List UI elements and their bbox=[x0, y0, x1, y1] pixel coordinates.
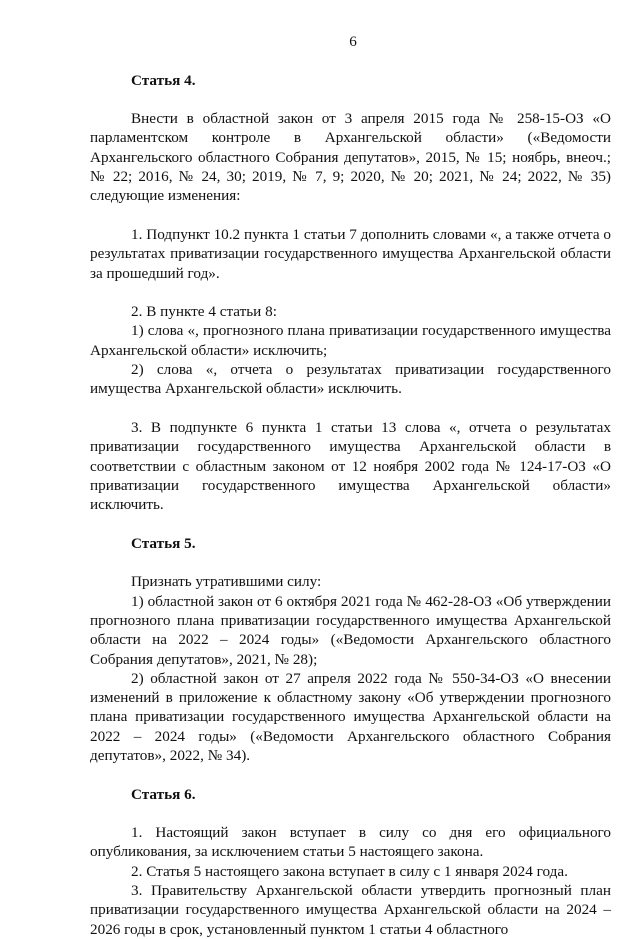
article-5-heading: Статья 5. bbox=[131, 534, 196, 552]
article-4-item-2: 2. В пункте 4 статьи 8: bbox=[131, 303, 277, 321]
article-4-item-2-sub-2: 2) слова «, отчета о результатах приватизации государственного имущества Архангельской области» исключить. bbox=[90, 361, 611, 398]
document-page bbox=[90, 30, 611, 939]
article-6-item-2: 2. Статья 5 настоящего закона вступает в силу с 1 января 2024 года. bbox=[131, 862, 568, 880]
article-6-item-1: 1. Настоящий закон вступает в силу со дня его официального опубликования, за исключением статьи 5 настоящего закона. bbox=[90, 824, 611, 861]
article-4-intro: Внести в областной закон от 3 апреля 2015 года № 258-15-ОЗ «О парламентском контроле в Архангельской области» («Ведомости Архангельского областного Собрания депутатов», 2015, № 15; ноябрь, внеоч.; № 22; 2016, № 24, 30; 2019, № 7, 9; 2020, № 20; 2021, № 24; 2022, № 35) следующие изменения: bbox=[90, 110, 611, 205]
article-5-sub-1: 1) областной закон от 6 октября 2021 года № 462-28-ОЗ «Об утверждении прогнозного плана приватизации государственного имущества Архангельской области на 2022 – 2024 годы» («Ведомости Архангельского областного Собрания депутатов», 2021, № 28); bbox=[90, 592, 611, 668]
page-number: 6 bbox=[349, 33, 357, 50]
article-4-item-2-sub-1: 1) слова «, прогнозного плана приватизации государственного имущества Архангельской области» исключить; bbox=[90, 322, 611, 359]
article-4-heading: Статья 4. bbox=[131, 71, 196, 89]
article-6-heading: Статья 6. bbox=[131, 785, 196, 803]
article-4-item-1: 1. Подпункт 10.2 пункта 1 статьи 7 дополнить словами «, а также отчета о результатах приватизации государственного имущества Архангельской области за прошедший год». bbox=[90, 225, 611, 282]
article-5-sub-2: 2) областной закон от 27 апреля 2022 года № 550-34-ОЗ «О внесении изменений в приложение к областному закону «Об утверждении прогнозного плана приватизации государственного имущества Архангельской области на 2022 – 2024 годы» («Ведомости Архангельского областного Собрания депутатов», 2022, № 34). bbox=[90, 669, 611, 764]
article-5-intro: Признать утратившими силу: bbox=[131, 573, 322, 591]
article-4-item-3: 3. В подпункте 6 пункта 1 статьи 13 слова «, отчета о результатах приватизации государственного имущества Архангельской области в соответствии с областным законом от 12 ноября 2002 года № 124-17-ОЗ «О приватизации государственного имущества Архангельской области» исключить. bbox=[90, 418, 611, 514]
article-6-item-3: 3. Правительству Архангельской области утвердить прогнозный план приватизации государственного имущества Архангельской области на 2024 – 2026 годы в срок, установленный пунктом 1 статьи 4 областного bbox=[90, 882, 611, 938]
